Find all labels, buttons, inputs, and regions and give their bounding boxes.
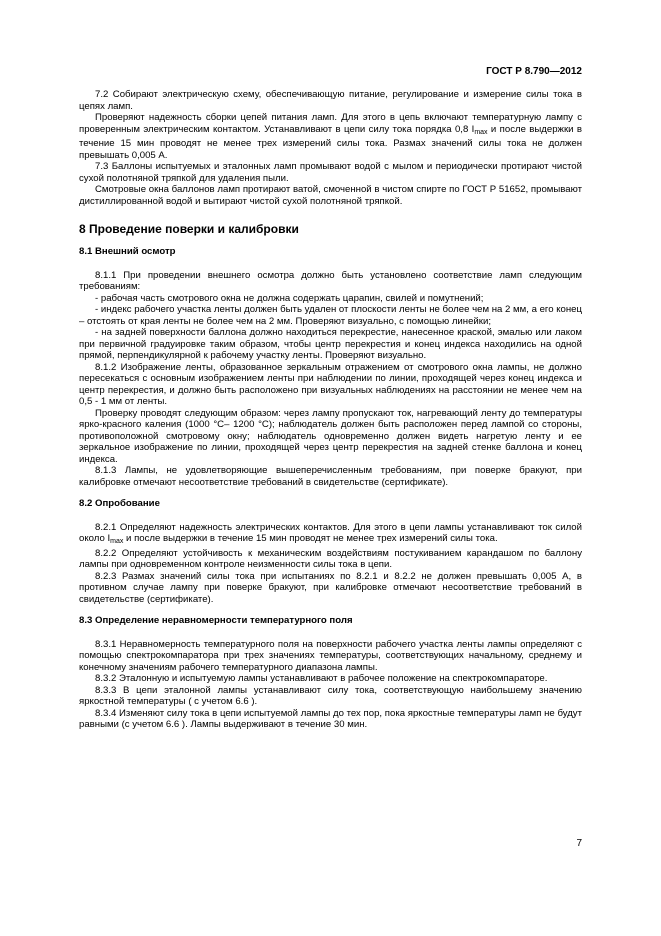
- list-item: - на задней поверхности баллона должно находиться перекрестие, нанесенное краской, эмалью или лаком при первичной градуировке таким образом, чтобы центр перекрестия и конец индекса находились на одной прямой, перпендикулярной к рабочему участку ленты. Проверяют визуально.: [79, 327, 582, 361]
- subsection-8-1-title: 8.1 Внешний осмотр: [79, 246, 176, 257]
- paragraph-7-2-check: Проверяют надежность сборки цепей питания ламп. Для этого в цепь включают температурную лампу с проверенным электрическим контактом. Устанавливают в цепи силу тока порядка 0,8 $I_{max}$ и после выдержки в течение 15 мин проводят не менее трех измерений силы тока. Размах значений силы тока не должен превышать 0,005 А.: [79, 112, 582, 161]
- paragraph-8-1-1: 8.1.1 При проведении внешнего осмотра должно быть установлено соответствие ламп следующим требованиям:: [79, 269, 582, 292]
- subsection-8-3-title: 8.3 Определение неравномерности температурного поля: [79, 615, 353, 626]
- paragraph-8-3-2: 8.3.2 Эталонную и испытуемую лампы устанавливают в рабочее положение на спектрокомпараторе.: [95, 673, 548, 684]
- page-number: 7: [576, 838, 582, 849]
- list-item: - рабочая часть смотрового окна не должна содержать царапин, свилей и помутнений;: [95, 292, 484, 304]
- paragraph-8-1-2-check: Проверку проводят следующим образом: через лампу пропускают ток, нагревающий ленту до температуры ярко-красного каления (1000 °С– 1200 °С); наблюдатель должен быть расположен перед лампой со стороны, противоположной смотровому окну; наблюдатель одновременно должен видеть нагретую ленту и ее зеркальное изображение по линии, проходящей через центр перекрестия на задней стенке баллона и конец индекса.: [79, 407, 582, 465]
- page-body: [79, 89, 582, 731]
- paragraph-8-2-3: 8.2.3 Размах значений силы тока при испытаниях по 8.2.1 и 8.2.2 не должен превышать 0,005 А, в противном случае лампу при поверке бракуют, при калибровке отмечают несоответствие требований в свидетельстве (сертификате).: [79, 570, 582, 605]
- paragraph-7-3: 7.3 Баллоны испытуемых и эталонных ламп промывают водой с мылом и периодически протирают чистой сухой полотняной тряпкой для удаления пыли.: [79, 161, 582, 184]
- section-8-title: 8 Проведение поверки и калибровки: [79, 222, 299, 236]
- paragraph-7-2: 7.2 Собирают электрическую схему, обеспечивающую питание, регулирование и измерение силы тока в цепях ламп.: [79, 89, 582, 112]
- document-header: ГОСТ Р 8.790—2012: [486, 66, 582, 77]
- paragraph-8-1-3: 8.1.3 Лампы, не удовлетворяющие вышеперечисленным требованиям, при поверке бракуют, при калибровке отмечают несоответствие требований в свидетельстве (сертификате).: [79, 465, 582, 488]
- paragraph-8-3-4: 8.3.4 Изменяют силу тока в цепи испытуемой лампы до тех пор, пока яркостные температуры ламп не будут равными (с учетом 6.6 ). Лампы выдерживают в течение 30 мин.: [79, 707, 582, 730]
- paragraph-7-3-windows: Смотровые окна баллонов ламп протирают ватой, смоченной в чистом спирте по ГОСТ Р 51652, промывают дистиллированной водой и вытирают чистой сухой полотняной тряпкой.: [79, 184, 582, 207]
- paragraph-8-2-2: 8.2.2 Определяют устойчивость к механическим воздействиям постукиванием карандашом по баллону лампы при одновременном контроле неизменности силы тока в цепи.: [79, 547, 582, 570]
- paragraph-8-3-1: 8.3.1 Неравномерность температурного поля на поверхности рабочего участка ленты лампы определяют с помощью спектрокомпаратора при трех значениях температуры, соответствующих начальному, среднему и конечному значениям рабочего температурного диапазона лампы.: [79, 638, 582, 673]
- paragraph-8-1-2: 8.1.2 Изображение ленты, образованное зеркальным отражением от смотрового окна лампы, не должно пересекаться с основным изображением ленты при наблюдении по линии, проходящей через конец индекса и центр перекрестия, и должно быть расположено при визуальных наблюдениях на расстоянии не менее чем на 0,5 - 1 мм от ленты.: [79, 361, 582, 407]
- paragraph-8-2-1: 8.2.1 Определяют надежность электрических контактов. Для этого в цепи лампы устанавливают ток силой около $I_{max}$ и после выдержки в течение 15 мин проводят не менее трех измерений силы тока.: [79, 521, 582, 545]
- list-item: - индекс рабочего участка ленты должен быть удален от плоскости ленты не более чем на 2 мм, а его конец – отстоять от края ленты не более чем на 2 мм. Проверяют визуально, с помощью линейки;: [79, 304, 582, 327]
- paragraph-8-3-3: 8.3.3 В цепи эталонной лампы устанавливают силу тока, соответствующую наибольшему значению яркостной температуры ( с учетом 6.6 ).: [79, 684, 582, 707]
- subsection-8-2-title: 8.2 Опробование: [79, 498, 160, 509]
